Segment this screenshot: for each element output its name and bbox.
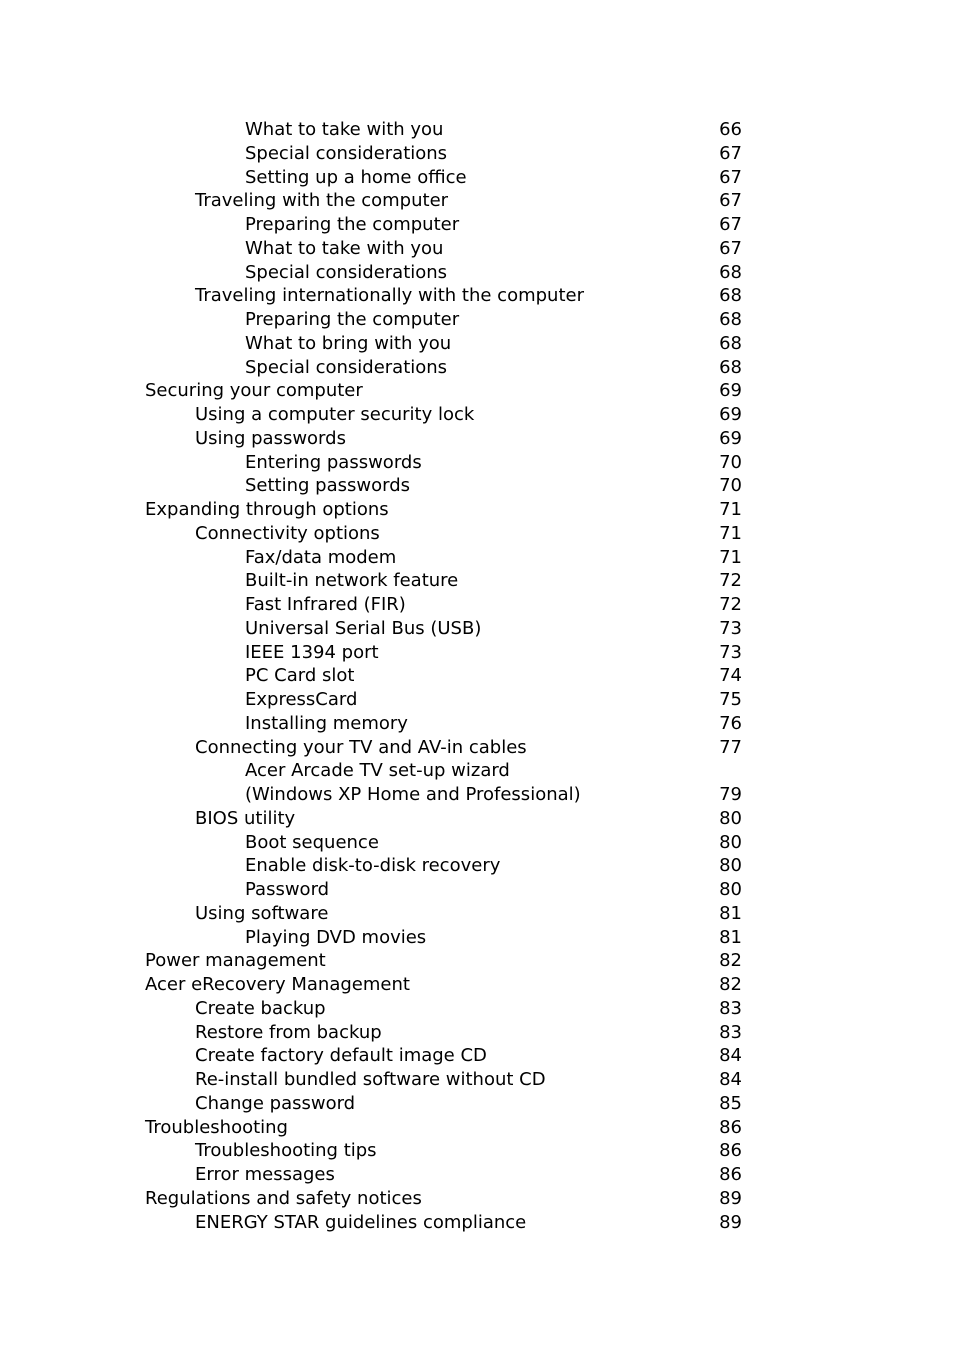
toc-entry[interactable] (0, 1092, 954, 1116)
toc-entry-page: 66 (719, 119, 742, 140)
toc-entry-title: Boot sequence (245, 831, 379, 853)
toc-entry-page: 69 (719, 380, 742, 402)
toc-entry-title: Fax/data modem (245, 546, 397, 568)
toc-entry[interactable] (0, 166, 954, 190)
toc-entry-page: 86 (719, 1164, 742, 1185)
toc-entry-title: Preparing the computer (245, 309, 460, 330)
toc-entry-title: Connecting your TV and AV-in cables (195, 736, 527, 758)
toc-entry-page: 67 (719, 237, 742, 259)
toc-entry-title: Traveling with the computer (195, 190, 449, 212)
toc-entry-page: 83 (719, 1021, 742, 1043)
toc-entry-title: What to bring with you (245, 332, 452, 354)
table-of-contents (0, 118, 954, 1234)
toc-entry-page: 67 (719, 214, 742, 235)
toc-entry-title: Special considerations (245, 261, 448, 283)
toc-entry-title: Using passwords (195, 427, 346, 449)
toc-entry[interactable] (0, 189, 954, 213)
toc-entry-title: Using a computer security lock (195, 404, 475, 425)
toc-entry[interactable] (0, 641, 954, 665)
toc-entry[interactable] (0, 237, 954, 261)
toc-entry-title: Securing your computer (145, 380, 363, 402)
toc-entry[interactable] (0, 308, 954, 332)
toc-entry[interactable] (0, 783, 954, 807)
toc-entry[interactable] (0, 926, 954, 950)
toc-entry[interactable] (0, 451, 954, 475)
toc-entry-page: 77 (719, 736, 742, 758)
toc-entry-page: 83 (719, 997, 742, 1019)
toc-entry[interactable] (0, 284, 954, 308)
toc-entry-page: 68 (719, 261, 742, 283)
toc-entry[interactable] (0, 546, 954, 570)
toc-entry-page: 71 (719, 546, 742, 568)
toc-entry-title: Special considerations (245, 356, 448, 378)
toc-entry-page: 81 (719, 926, 742, 948)
toc-entry-page: 73 (719, 617, 742, 639)
toc-entry-page: 71 (719, 499, 742, 520)
toc-entry-title: Playing DVD movies (245, 926, 427, 948)
toc-entry[interactable] (0, 736, 954, 760)
toc-entry-title: Re-install bundled software without CD (195, 1069, 546, 1090)
toc-entry-title: Enable disk-to-disk recovery (245, 855, 501, 877)
toc-entry[interactable] (0, 973, 954, 997)
toc-entry-page: 67 (719, 142, 742, 164)
toc-entry-title: (Windows XP Home and Professional) (245, 784, 581, 805)
toc-entry-page: 76 (719, 712, 742, 734)
toc-entry[interactable] (0, 1044, 954, 1068)
toc-entry-page: 72 (719, 570, 742, 592)
toc-entry-title: BIOS utility (195, 807, 296, 829)
toc-entry[interactable] (0, 593, 954, 617)
toc-entry-title: Setting up a home office (245, 166, 467, 188)
toc-entry-title: ENERGY STAR guidelines compliance (195, 1211, 527, 1233)
toc-entry-page: 71 (719, 522, 742, 544)
toc-entry-title: Change password (195, 1092, 356, 1114)
toc-entry-title: Create factory default image CD (195, 1045, 487, 1067)
toc-entry-title: Power management (145, 950, 326, 972)
toc-entry[interactable] (0, 474, 954, 498)
toc-entry[interactable] (0, 807, 954, 831)
toc-entry[interactable] (0, 427, 954, 451)
toc-entry-page: 70 (719, 451, 742, 473)
toc-entry-page: 80 (719, 879, 742, 900)
toc-entry-page: 82 (719, 950, 742, 972)
toc-entry[interactable] (0, 902, 954, 926)
toc-entry-page: 68 (719, 356, 742, 378)
toc-entry[interactable] (0, 403, 954, 427)
toc-entry[interactable] (0, 213, 954, 237)
toc-entry-title: Connectivity options (195, 522, 380, 544)
toc-entry-title: Setting passwords (245, 475, 411, 497)
toc-entry-page: 85 (719, 1092, 742, 1114)
toc-entry-title: Error messages (195, 1164, 335, 1185)
toc-entry-title: Using software (195, 902, 329, 924)
toc-entry[interactable] (0, 664, 954, 688)
toc-entry[interactable] (0, 498, 954, 522)
toc-entry-title: What to take with you (245, 119, 444, 140)
toc-entry-title: Troubleshooting tips (195, 1140, 377, 1162)
toc-entry-title: PC Card slot (245, 665, 355, 687)
toc-entry-title: Entering passwords (245, 451, 422, 473)
toc-entry-page: 67 (719, 190, 742, 212)
toc-entry-title: Acer Arcade TV set-up wizard (245, 760, 510, 782)
toc-entry-page: 86 (719, 1116, 742, 1138)
toc-entry[interactable] (0, 1211, 954, 1235)
toc-entry-page: 81 (719, 902, 742, 924)
toc-entry[interactable] (0, 688, 954, 712)
toc-entry[interactable] (0, 1021, 954, 1045)
toc-entry-title: What to take with you (245, 237, 444, 259)
toc-entry[interactable] (0, 1187, 954, 1211)
toc-entry-page: 74 (719, 665, 742, 687)
toc-entry-page: 86 (719, 1140, 742, 1162)
toc-entry[interactable] (0, 1116, 954, 1140)
toc-entry-title: Restore from backup (195, 1021, 382, 1043)
toc-entry-page: 69 (719, 404, 742, 425)
toc-entry-page: 69 (719, 427, 742, 449)
toc-entry-title: Acer eRecovery Management (145, 974, 410, 995)
toc-entry-page: 84 (719, 1069, 742, 1090)
toc-entry[interactable] (0, 878, 954, 902)
toc-entry[interactable] (0, 332, 954, 356)
toc-entry-title: Regulations and safety notices (145, 1187, 422, 1209)
toc-entry[interactable] (0, 1139, 954, 1163)
toc-entry[interactable] (0, 1163, 954, 1187)
toc-entry-title: Built-in network feature (245, 570, 459, 592)
toc-entry[interactable] (0, 569, 954, 593)
toc-entry[interactable] (0, 997, 954, 1021)
toc-entry-title: Create backup (195, 997, 326, 1019)
toc-entry[interactable] (0, 831, 954, 855)
toc-entry-page: 80 (719, 807, 742, 829)
toc-entry-page: 68 (719, 285, 742, 307)
toc-entry[interactable] (0, 759, 954, 783)
toc-entry-page: 68 (719, 332, 742, 354)
toc-entry-page: 75 (719, 689, 742, 710)
toc-entry-title: Expanding through options (145, 499, 389, 520)
toc-entry-page: 72 (719, 594, 742, 615)
toc-entry-page: 84 (719, 1045, 742, 1067)
toc-entry-page: 70 (719, 475, 742, 497)
toc-entry-title: ExpressCard (245, 689, 358, 710)
toc-entry-page: 80 (719, 855, 742, 877)
toc-entry-title: Installing memory (245, 712, 408, 734)
toc-entry[interactable] (0, 142, 954, 166)
toc-entry[interactable] (0, 1068, 954, 1092)
toc-entry-page: 89 (719, 1211, 742, 1233)
toc-entry-title: Traveling internationally with the computer (195, 285, 584, 307)
toc-entry[interactable] (0, 854, 954, 878)
toc-entry[interactable] (0, 617, 954, 641)
toc-entry[interactable] (0, 356, 954, 380)
toc-entry-page: 89 (719, 1187, 742, 1209)
toc-entry-page: 67 (719, 166, 742, 188)
toc-entry[interactable] (0, 949, 954, 973)
toc-entry-page: 80 (719, 831, 742, 853)
toc-entry-title: Password (245, 879, 330, 900)
toc-entry[interactable] (0, 379, 954, 403)
toc-entry-page: 79 (719, 784, 742, 805)
toc-entry[interactable] (0, 261, 954, 285)
toc-entry[interactable] (0, 712, 954, 736)
toc-entry-title: Special considerations (245, 142, 448, 164)
toc-entry-page: 73 (719, 641, 742, 663)
toc-entry[interactable] (0, 118, 954, 142)
toc-entry-title: Universal Serial Bus (USB) (245, 617, 482, 639)
toc-entry-title: Fast Infrared (FIR) (245, 594, 406, 615)
toc-entry-page: 82 (719, 974, 742, 995)
toc-entry-title: Troubleshooting (145, 1116, 288, 1138)
toc-entry[interactable] (0, 522, 954, 546)
toc-entry-title: Preparing the computer (245, 214, 460, 235)
toc-entry-title: IEEE 1394 port (245, 641, 379, 663)
toc-entry-page: 68 (719, 309, 742, 330)
